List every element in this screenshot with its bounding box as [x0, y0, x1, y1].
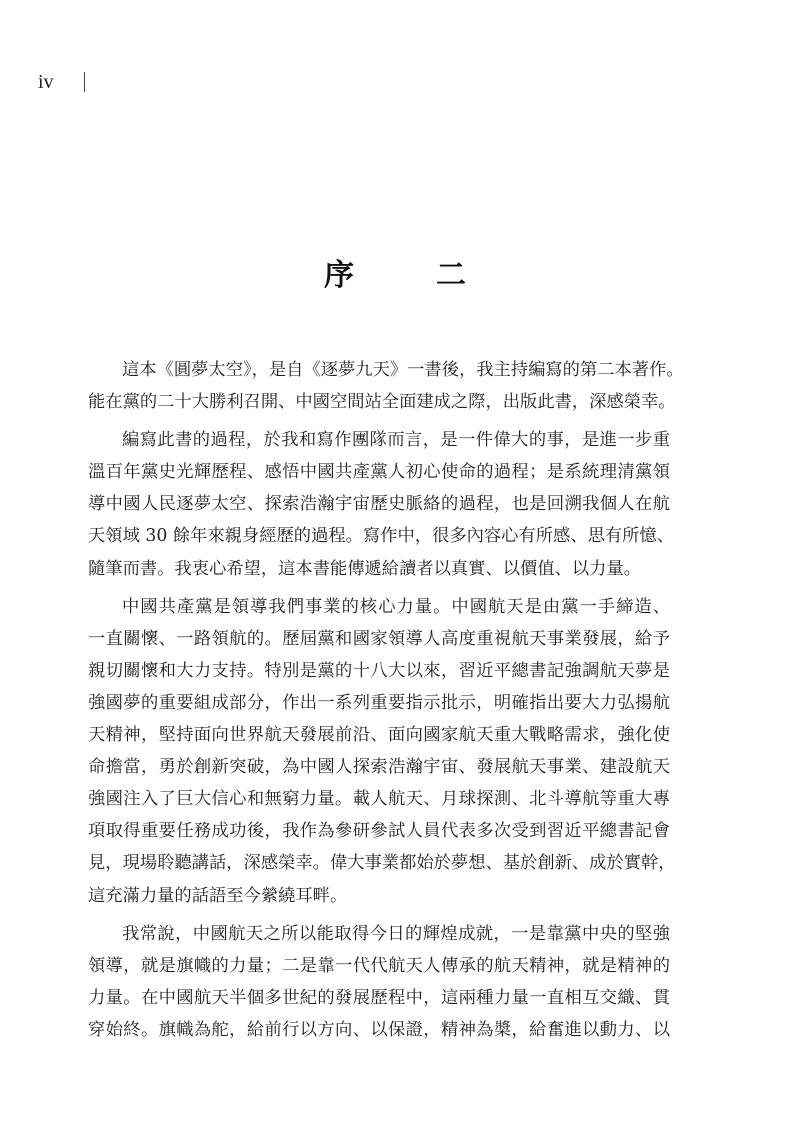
paragraph-3-line-10: 這充滿力量的話語至今縈繞耳畔。: [88, 885, 348, 906]
paragraph-3-line-1: 中國共產黨是領導我們事業的核心力量。中國航天是由黨一手締造、: [122, 596, 670, 617]
paragraph-4-line-1: 我常說，中國航天之所以能取得今日的輝煌成就，一是靠黨中央的堅強: [122, 923, 670, 944]
paragraph-3-line-2: 一直關懷、一路領航的。歷屆黨和國家領導人高度重視航天事業發展，給予: [88, 628, 670, 649]
chapter-title: 序 二: [324, 258, 492, 294]
paragraph-1-line-1: 這本《圓夢太空》，是自《逐夢九天》一書後，我主持編寫的第二本著作。: [122, 360, 684, 380]
paragraph-4-line-3: 力量。在中國航天半個多世紀的發展歷程中，這兩種力量一直相互交織、貫: [88, 987, 670, 1008]
paragraph-3-line-8: 項取得重要任務成功後，我作為參研參試人員代表多次受到習近平總書記會: [88, 821, 670, 842]
header-divider: [84, 72, 85, 92]
page-number: iv: [38, 71, 54, 93]
paragraph-3-line-7: 強國注入了巨大信心和無窮力量。載人航天、月球探測、北斗導航等重大專: [88, 789, 670, 810]
paragraph-3-line-4: 強國夢的重要組成部分，作出一系列重要指示批示，明確指出要大力弘揚航: [88, 692, 670, 713]
paragraph-4-line-2: 領導，就是旗幟的力量；二是靠一代代航天人傳承的航天精神，就是精神的: [88, 955, 670, 976]
paragraph-2-line-3: 導中國人民逐夢太空、探索浩瀚宇宙歷史脈絡的過程，也是回溯我個人在航: [88, 494, 670, 515]
paragraph-1-line-2: 能在黨的二十大勝利召開、中國空間站全面建成之際，出版此書，深感榮幸。: [88, 392, 676, 413]
paragraph-3-line-3: 親切關懷和大力支持。特別是黨的十八大以來，習近平總書記強調航天夢是: [88, 660, 670, 681]
paragraph-3-line-6: 命擔當，勇於創新突破，為中國人探索浩瀚宇宙、發展航天事業、建設航天: [88, 757, 670, 778]
paragraph-3-line-9: 見，現場聆聽講話，深感榮幸。偉大事業都始於夢想、基於創新、成於實幹，: [88, 853, 676, 874]
paragraph-4-line-4: 穿始終。旗幟為舵，給前行以方向、以保證，精神為槳，給奮進以動力、以: [88, 1019, 670, 1040]
paragraph-2-line-1: 編寫此書的過程，於我和寫作團隊而言，是一件偉大的事，是進一步重: [122, 430, 670, 451]
paragraph-2-line-4: 天領域 30 餘年來親身經歷的過程。寫作中，很多內容心有所感、思有所憶、: [88, 526, 674, 547]
paragraph-2-line-2: 溫百年黨史光輝歷程、感悟中國共產黨人初心使命的過程；是系統理清黨領: [88, 462, 670, 483]
paragraph-3-line-5: 天精神，堅持面向世界航天發展前沿、面向國家航天重大戰略需求，強化使: [88, 725, 670, 746]
body-text: [88, 354, 684, 1046]
paragraph-2-line-5: 隨筆而書。我衷心希望，這本書能傳遞給讀者以真實、以價值、以力量。: [88, 558, 642, 579]
